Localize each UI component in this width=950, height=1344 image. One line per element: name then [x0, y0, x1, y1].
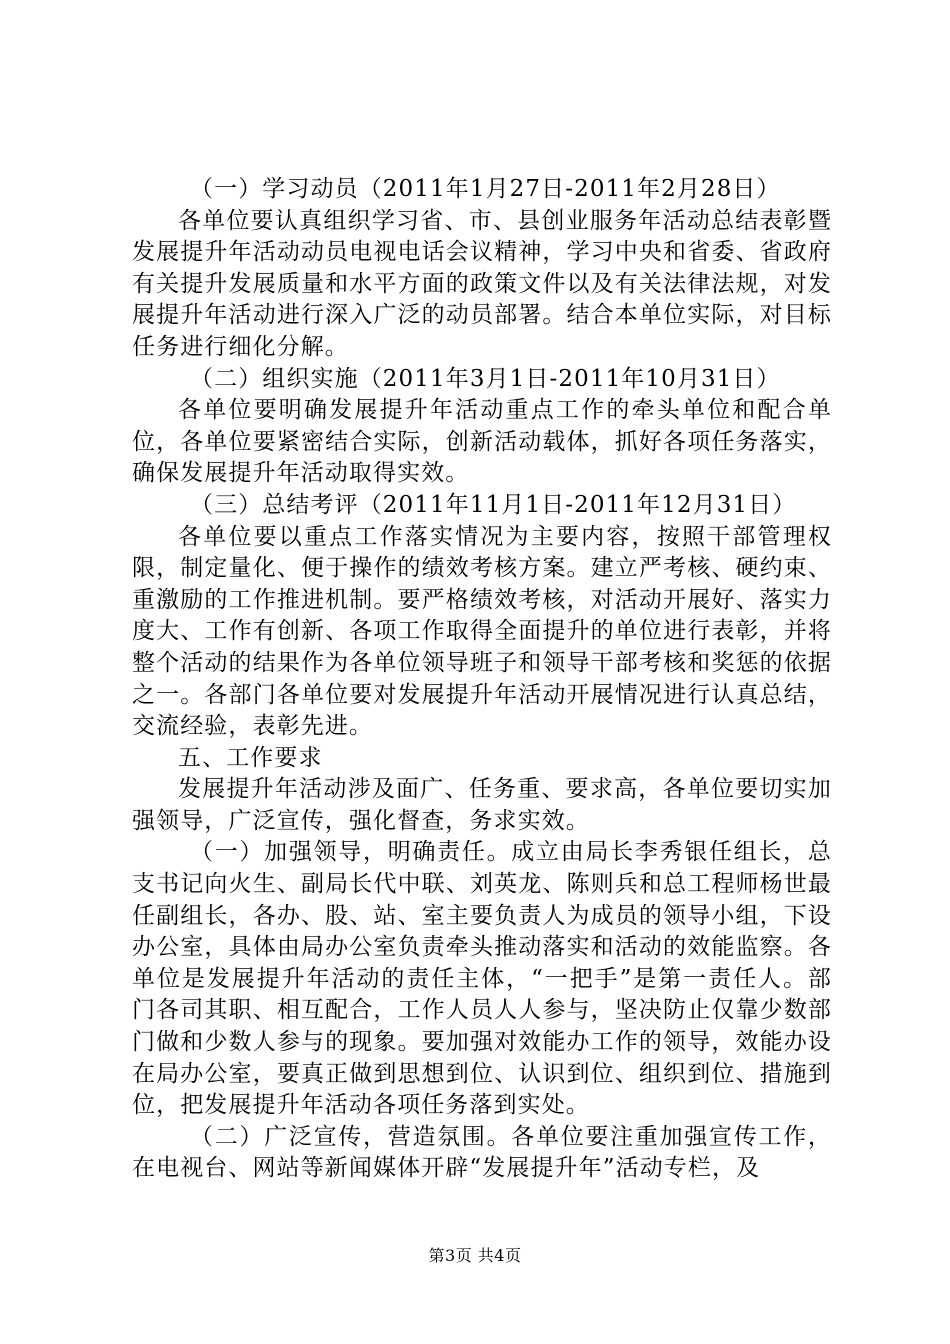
paragraph-requirement-2: （二）广泛宣传，营造氛围。各单位要注重加强宣传工作，在电视台、网站等新闻媒体开辟“发展提升年”活动专栏，及 [132, 1123, 832, 1182]
paragraph-phase-1-body: 各单位要认真组织学习省、市、县创业服务年活动总结表彰暨发展提升年活动动员电视电话会议精神，学习中央和省委、省政府有关提升发展质量和水平方面的政策文件以及有关法律法规，对发展提升年活动进行深入广泛的动员部署。结合本单位实际，对目标任务进行细化分解。 [132, 207, 832, 360]
paragraph-phase-2-body: 各单位要明确发展提升年活动重点工作的牵头单位和配合单位，各单位要紧密结合实际，创新活动载体，抓好各项任务落实，确保发展提升年活动取得实效。 [132, 397, 832, 487]
page-footer: 第3页 共4页 [428, 1246, 522, 1265]
paragraph-phase-2-heading: （二）组织实施（2011年3月1日-2011年10月31日） [190, 365, 781, 392]
document-body [132, 174, 832, 1185]
paragraph-phase-3-body: 各单位要以重点工作落实情况为主要内容，按照干部管理权限，制定量化、便于操作的绩效考核方案。建立严考核、硬约束、重激励的工作推进机制。要严格绩效考核，对活动开展好、落实力度大、工作有创新、各项工作取得全面提升的单位进行表彰，并将整个活动的结果作为各单位领导班子和领导干部考核和奖惩的依据之一。各部门各单位要对发展提升年活动开展情况进行认真总结，交流经验，表彰先进。 [132, 523, 832, 740]
section-heading-work-requirements: 五、工作要求 [178, 744, 323, 771]
paragraph-phase-1-heading: （一）学习动员（2011年1月27日-2011年2月28日） [190, 176, 781, 202]
paragraph-requirements-intro: 发展提升年活动涉及面广、任务重、要求高，各单位要切实加强领导，广泛宣传，强化督查，务求实效。 [132, 776, 832, 834]
paragraph-phase-3-heading: （三）总结考评（2011年11月1日-2011年12月31日） [190, 491, 797, 518]
paragraph-requirement-1: （一）加强领导，明确责任。成立由局长李秀银任组长，总支书记向火生、副局长代中联、刘英龙、陈则兵和总工程师杨世最任副组长，各办、股、站、室主要负责人为成员的领导小组，下设办公室，具体由局办公室负责牵头推动落实和活动的效能监察。各单位是发展提升年活动的责任主体，“一把手”是第一责任人。部门各司其职、相互配合，工作人员人人参与，坚决防止仅靠少数部门做和少数人参与的现象。要加强对效能办工作的领导，效能办设在局办公室，要真正做到思想到位、认识到位、组织到位、措施到位，把发展提升年活动各项任务落到实处。 [132, 839, 832, 1119]
